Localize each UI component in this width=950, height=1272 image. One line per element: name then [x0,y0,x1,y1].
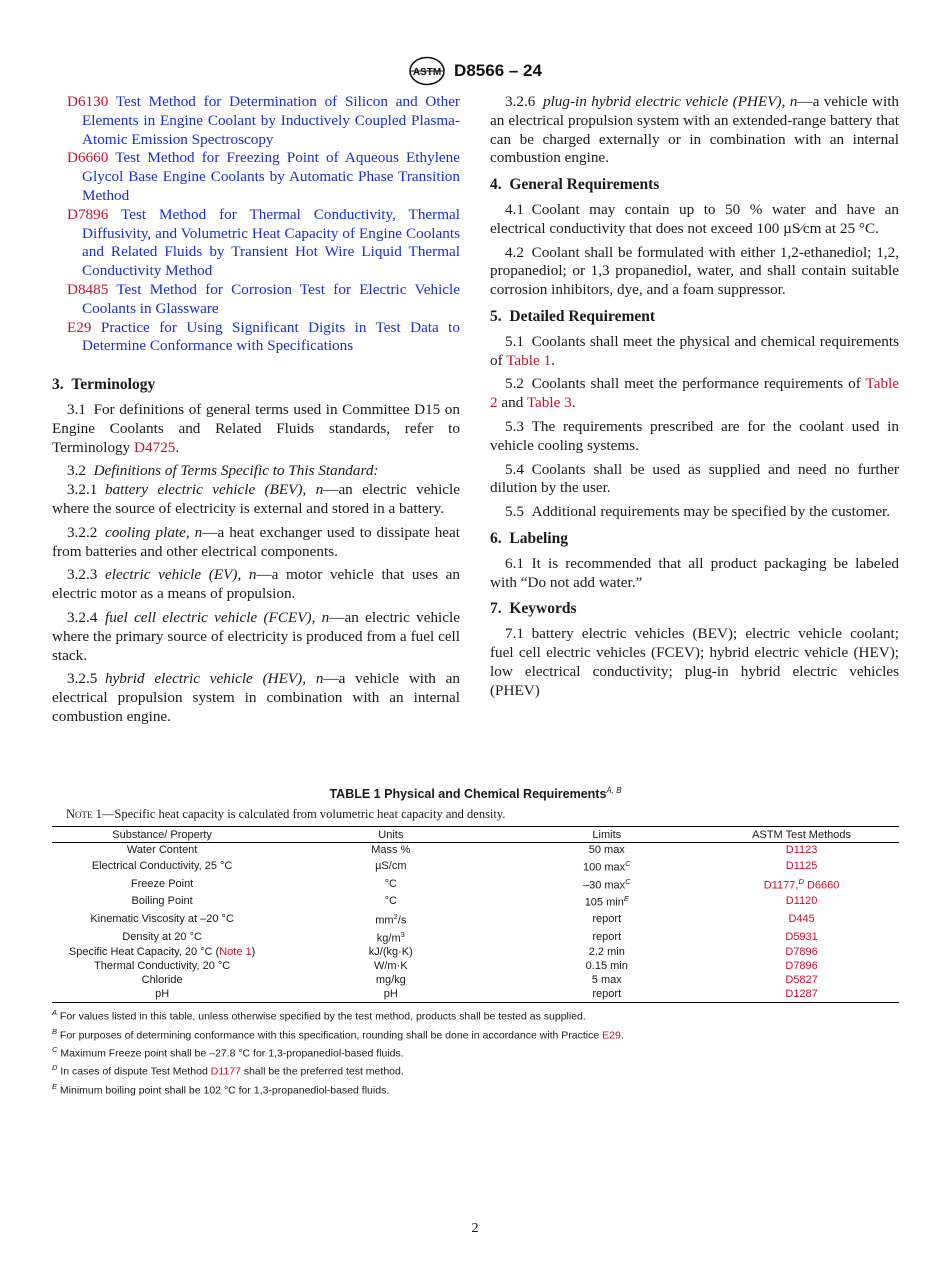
ref-title-link[interactable]: Practice for Using Significant Digits in Test Data to Determine Conformance with Specifications [82,318,460,355]
paragraph-7-1: 7.1 battery electric vehicles (BEV); electric vehicle coolant; fuel cell electric vehicles (FCEV); hybrid electric vehicle (HEV); low electrical conductivity; plug-in hybrid electric vehicles (PHEV) [490,625,899,699]
ref-code-link[interactable]: D8485 [67,280,109,298]
paragraph-4-2: 4.2 Coolant shall be formulated with either 1,2-ethanediol; 1,2, propanediol; or 1,3 propanediol, water, and shall contain suitable corrosion inhibitors, dye, and a foam suppressor. [490,243,899,299]
test-method-link[interactable]: D1123 [785,844,818,857]
ref-code-link[interactable]: E29 [67,318,92,336]
property-cell: Specific Heat Capacity, 20 °C (Note 1) [68,946,256,959]
property-cell: Density at 20 °C [122,930,202,943]
table-row [52,973,899,987]
units-cell: °C [384,895,397,908]
footnote-link[interactable]: D1177 [210,1065,241,1078]
table-2-link[interactable]: Table 2 [490,375,899,412]
table-1-link[interactable]: Table 1 [506,351,552,369]
d4725-link[interactable]: D4725 [134,438,176,456]
property-cell: pH [52,987,272,1003]
term-3-2-6: 3.2.6 plug-in hybrid electric vehicle (PHEV), n—a vehicle with an electrical propulsion system with an extended-range battery that can be charged externally or in combination with an internal combustion engine. [490,93,900,167]
footnote: $^B$ For purposes of determining conformance with this specification, rounding shall be done in accordance with Practice E29. [52,1026,624,1042]
units-cell: W/m·K [373,960,408,973]
method-cell [704,857,899,875]
paragraph-3-1: 3.1 For definitions of general terms used in Committee D15 on Engine Coolants and Related Fluids standards, refer to Terminology D4725. [52,400,460,456]
astm-logo-icon [408,56,446,86]
property-cell: Boiling Point [131,895,193,908]
column-header: ASTM Test Methods [704,827,899,843]
section-heading-detailed-requirement: 5. Detailed Requirement [490,307,656,325]
units-cell: pH [272,987,509,1003]
limits-cell: 100 $\max^C$ [582,859,631,874]
ref-title-link[interactable]: Test Method for Corrosion Test for Electric Vehicle Coolants in Glassware [82,280,460,317]
reference-item [52,149,460,205]
limits-cell: report [592,930,622,943]
paragraph-5-3: 5.3 The requirements prescribed are for the coolant used in vehicle cooling systems. [490,417,899,454]
term-3-2-5: 3.2.5 hybrid electric vehicle (HEV), n—a vehicle with an electrical propulsion system in combination with an internal combustion engine. [52,670,460,725]
method-cell [704,945,899,959]
footnote: $^D$ In cases of dispute Test Method D1177 shall be the preferred test method. [52,1063,404,1078]
limits-cell: –30 $\max^C$ [582,876,631,892]
method-cell [704,843,899,858]
ref-code-link[interactable]: D6660 [67,149,109,167]
units-cell: $mm^2/s$ [375,912,407,927]
footnote: $^C$ Maximum Freeze point shall be –27.8 °C for 1,3-propanediol-based fluids. [52,1045,404,1060]
property-cell: Electrical Conductivity, 25 °C [91,859,233,872]
test-method-link[interactable]: D6660 [806,879,840,892]
requirements-table [52,826,899,1003]
method-cell [704,910,899,928]
footnote-link[interactable]: E29 [602,1029,621,1042]
test-method-link[interactable]: D1125 [785,859,818,872]
test-method-link[interactable]: D5931 [785,930,818,943]
property-cell: Thermal Conductivity, 20 °C [93,960,231,973]
table-row [52,945,899,959]
units-cell: °C [384,877,397,890]
limits-cell: 5 max [591,974,622,987]
test-method-link[interactable]: D1287 [785,988,818,1001]
limits-cell: 105 $\min^E$ [584,894,629,910]
reference-list [52,93,460,356]
property-cell: Chloride [141,974,183,987]
page-number: 2 [471,1221,479,1236]
method-cell: D1177,$^D$ D6660 [763,876,840,892]
property-cell: Freeze Point [130,877,194,890]
test-method-link[interactable]: D7896 [785,960,818,973]
left-column [52,93,460,732]
table-3-link[interactable]: Table 3 [526,394,572,412]
table-footnotes [52,1006,899,1097]
table-1 [52,786,899,1098]
note-1-link[interactable]: Note 1 [219,946,252,959]
column-header: Units [272,827,509,843]
method-cell [704,959,899,973]
right-column [490,93,899,705]
method-cell [704,987,899,1003]
paragraph-5-2: 5.2 Coolants shall meet the performance requirements of Table 2 and Table 3. [490,375,899,412]
page-header [0,56,950,86]
limits-cell: 2.2 min [588,946,625,959]
table-row [52,910,899,928]
limits-cell: 50 max [588,844,625,857]
column-header: Limits [509,827,704,843]
table-row [52,857,899,875]
limits-cell: report [509,987,704,1003]
reference-item [52,281,460,319]
section-heading-terminology: 3. Terminology [52,376,156,394]
ref-title-link[interactable]: Test Method for Thermal Conductivity, Thermal Diffusivity, and Volumetric Heat Capacity of Engine Coolants and Related Fluids by Transient Hot Wire Liquid Thermal Conductivity Method [82,205,460,280]
reference-item [52,93,460,149]
paragraph-5-1: 5.1 Coolants shall meet the physical and chemical requirements of Table 1. [490,332,899,369]
paragraph-5-4: 5.4 Coolants shall be used as supplied and need no further dilution by the user. [490,460,899,497]
test-method-link[interactable]: D1120 [785,895,818,908]
test-method-link[interactable]: D7896 [785,946,818,959]
units-cell: µS/cm [375,859,407,872]
term-3-2-3: 3.2.3 electric vehicle (EV), n—a motor vehicle that uses an electric motor as a means of propulsion. [52,566,460,603]
units-cell: kJ/(kg·K) [368,946,413,959]
table-row [52,959,899,973]
footnote: $^E$ Minimum boiling point shall be 102 °C for 1,3-propanediol-based fluids. [52,1081,390,1097]
logo-text: ASTM [412,67,442,78]
limits-cell: 0.15 min [585,960,628,973]
paragraph-5-5: 5.5 Additional requirements may be specified by the customer. [505,503,891,521]
method-cell [704,928,899,946]
limits-cell: report [592,912,622,925]
term-3-2-4: 3.2.4 fuel cell electric vehicle (FCEV), n—an electric vehicle where the primary source of electricity is produced from a fuel cell stack. [52,608,460,664]
paragraph-4-1: 4.1 Coolant may contain up to 50 % water and have an electrical conductivity that does not exceed 100 µS⁄cm at 25 °C. [490,200,899,237]
property-cell: Water Content [126,844,198,857]
table-title: TABLE 1 Physical and Chemical Requirements$^{A, B}$ [329,786,622,802]
term-3-2-1: 3.2.1 battery electric vehicle (BEV), n—an electric vehicle where the source of electricity is external and stored in a battery. [52,481,460,517]
table-row [52,892,899,910]
section-heading-keywords: 7. Keywords [490,600,577,618]
footnote: $^A$ For values listed in this table, unless otherwise specified by the test method, products shall be tested as supplied. [52,1008,586,1023]
term-3-2-2: 3.2.2 cooling plate, n—a heat exchanger used to dissipate heat from batteries and other electrical components. [52,523,460,560]
method-cell [704,892,899,910]
reference-item [52,319,460,357]
ref-code-link[interactable]: D7896 [67,205,109,223]
table-note: Note 1—Specific heat capacity is calculated from volumetric heat capacity and density. [66,807,506,822]
test-method-link[interactable]: D1177, [763,879,799,892]
section-heading-labeling: 6. Labeling [490,529,568,547]
table-row [52,843,899,858]
test-method-link[interactable]: D445 [788,912,815,925]
units-cell: Mass % [371,844,411,857]
table-row [52,875,899,893]
ref-code-link[interactable]: D6130 [67,93,109,110]
document-title: D8566 – 24 [454,61,542,80]
section-heading-general-requirements: 4. General Requirements [490,176,660,194]
method-cell [704,973,899,987]
ref-title-link[interactable]: Test Method for Determination of Silicon and Other Elements in Engine Coolant by Inductively Coupled Plasma-Atomic Emission Spectroscopy [82,93,460,148]
table-row [52,987,899,1003]
paragraph-6-1: 6.1 It is recommended that all product packaging be labeled with “Do not add water.” [490,554,899,591]
units-cell: $kg/m^3$ [376,929,405,945]
units-cell: mg/kg [375,974,406,987]
test-method-link[interactable]: D5827 [785,974,818,987]
paragraph-3-2: 3.2 Definitions of Terms Specific to This Standard: [67,462,379,480]
property-cell: Kinematic Viscosity at –20 °C [90,912,234,925]
ref-title-link[interactable]: Test Method for Freezing Point of Aqueous Ethylene Glycol Base Engine Coolants by Automatic Phase Transition Method [82,149,460,204]
reference-item [52,206,460,281]
table-row [52,928,899,946]
column-header: Substance/ Property [52,827,272,843]
